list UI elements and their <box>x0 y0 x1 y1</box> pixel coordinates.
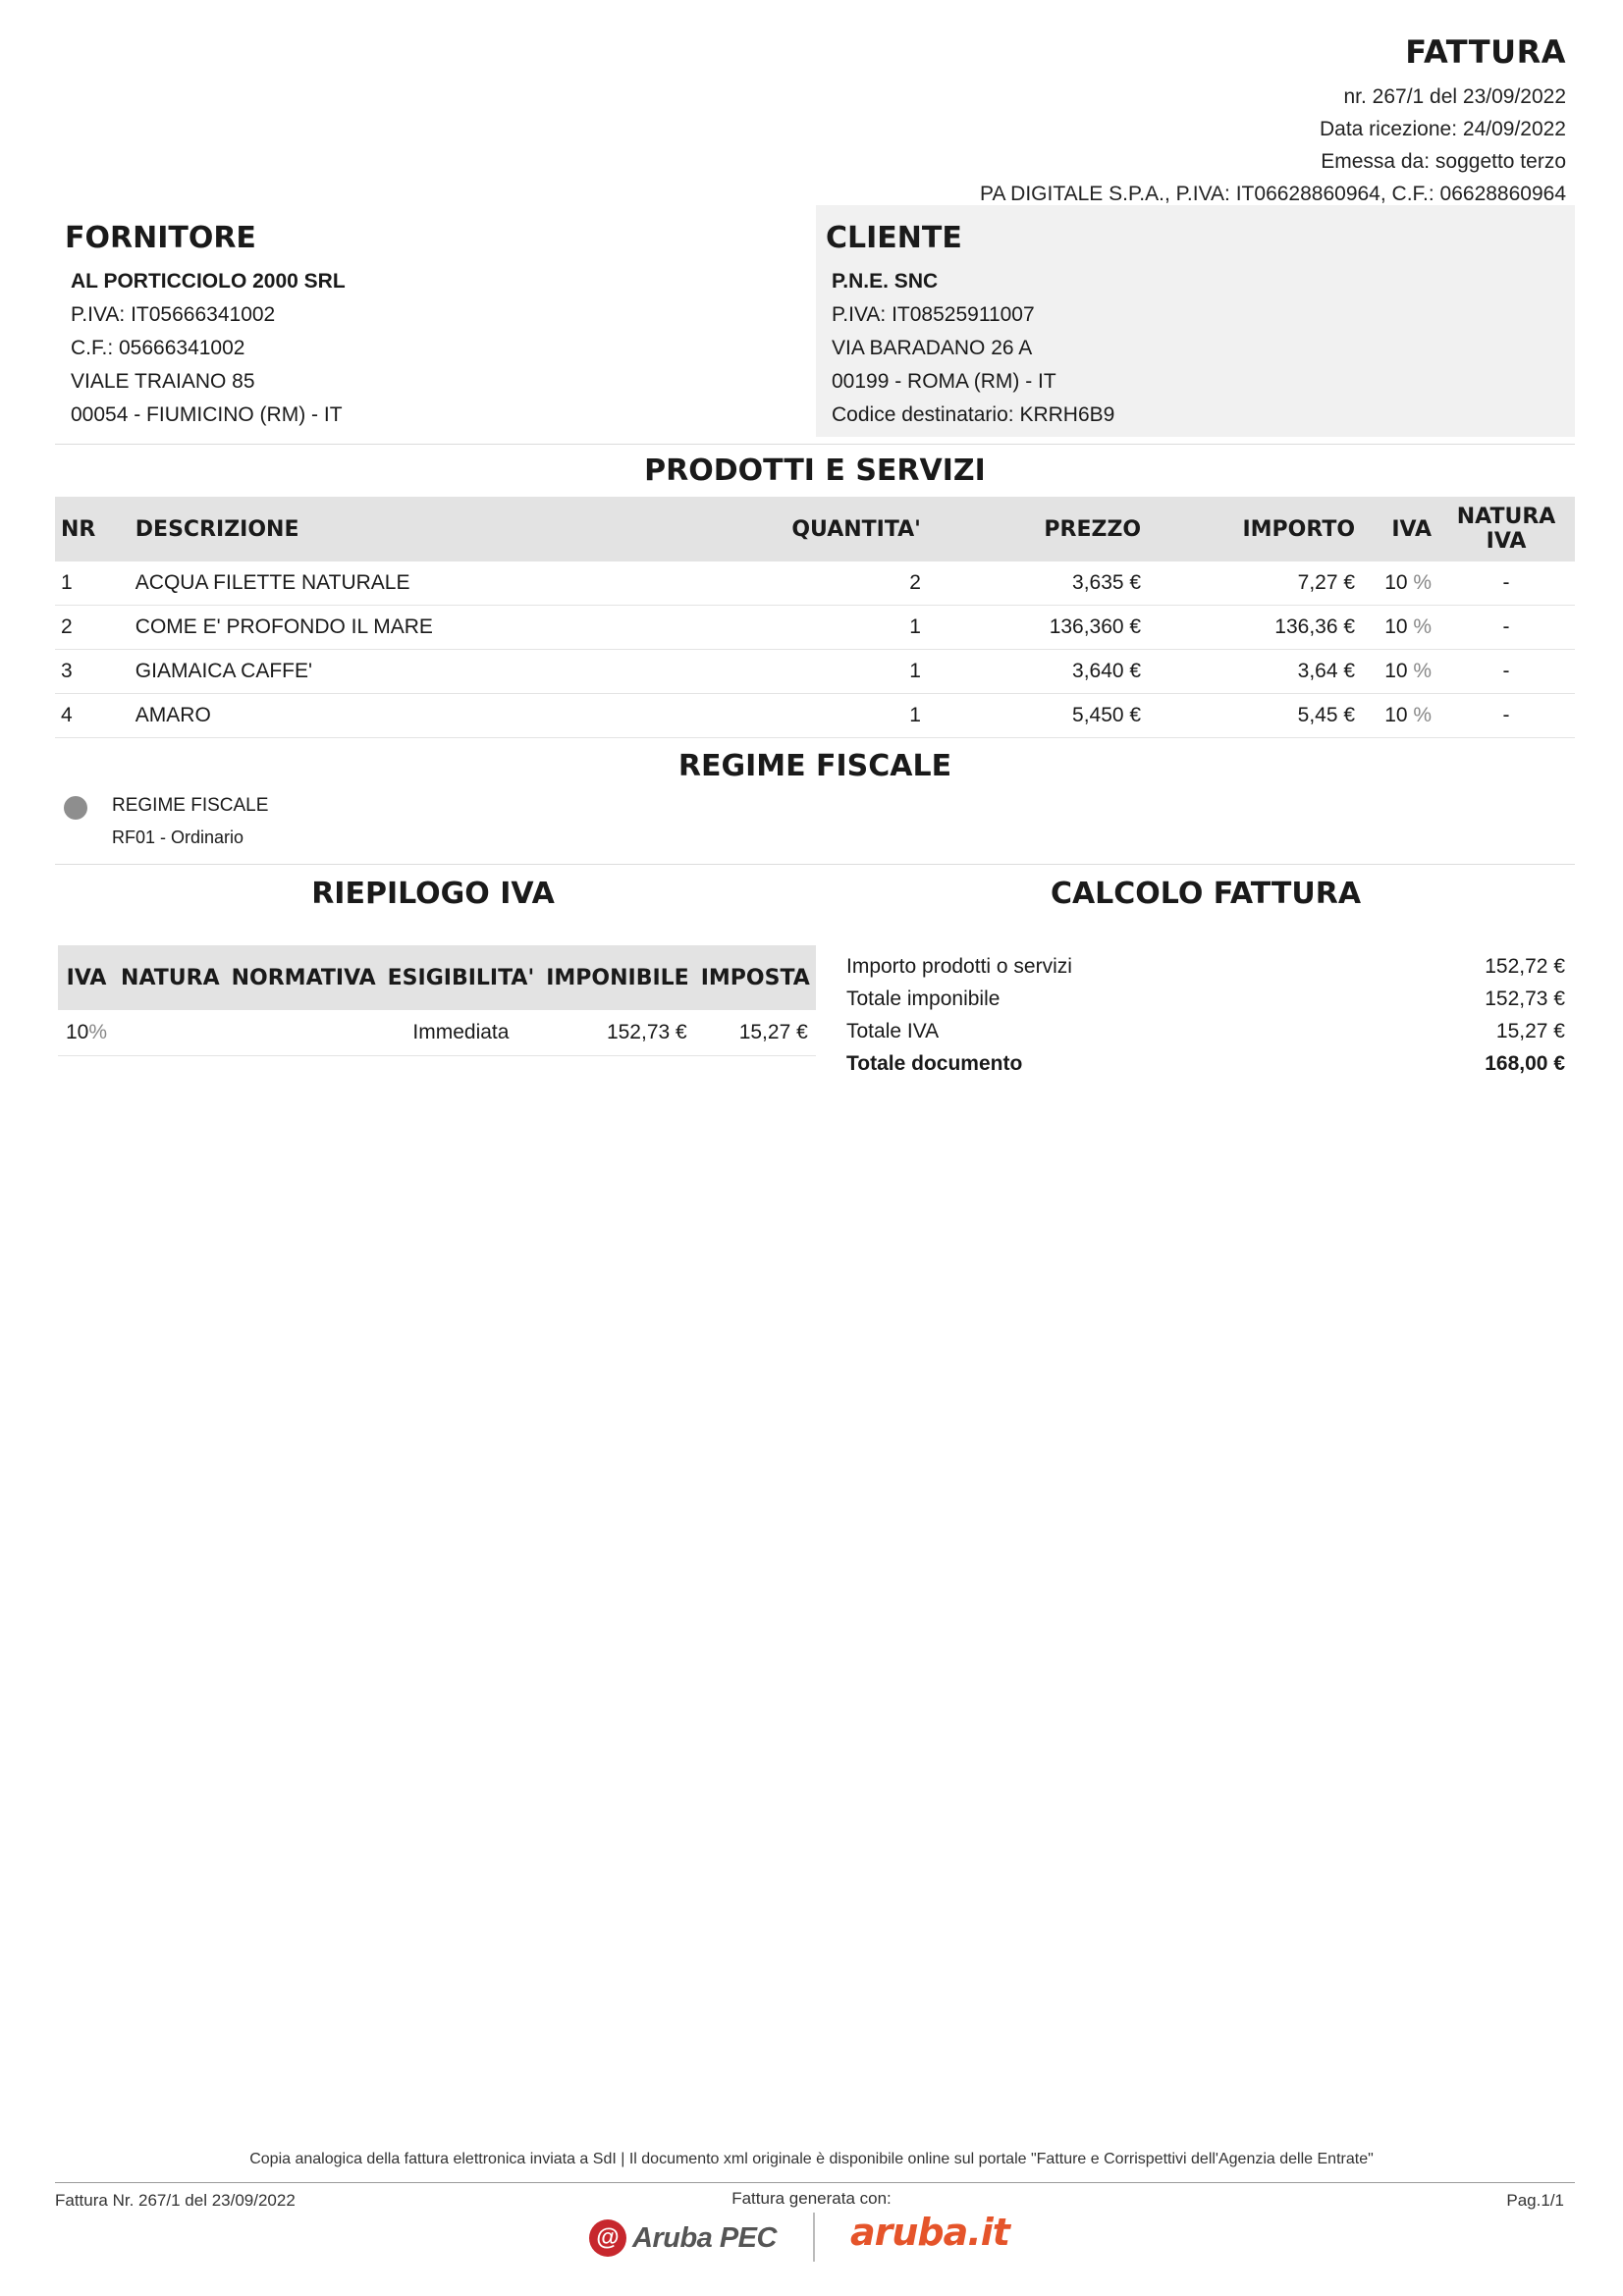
calc-label: Totale IVA <box>846 1020 940 1042</box>
row-quantita: 1 <box>671 650 927 694</box>
customer-box <box>816 205 1575 437</box>
aruba-pec-text: Aruba PEC <box>632 2221 777 2254</box>
footer-generated-with: Fattura generata con: <box>731 2189 892 2208</box>
customer-title: CLIENTE <box>826 221 962 255</box>
calc-value: 15,27 € <box>1495 1020 1565 1042</box>
vat-rate <box>58 1010 115 1056</box>
vat-natura <box>115 1010 226 1056</box>
regime-label: REGIME FISCALE <box>112 795 269 816</box>
row-iva <box>1361 650 1437 694</box>
col-normativa: NORMATIVA <box>226 945 382 1010</box>
row-descrizione: AMARO <box>130 694 671 738</box>
row-nr: 4 <box>55 694 130 738</box>
products-header-row <box>55 497 1575 561</box>
supplier-name: AL PORTICCIOLO 2000 SRL <box>71 270 346 293</box>
row-iva <box>1361 694 1437 738</box>
logo-separator <box>813 2213 815 2262</box>
supplier-piva: P.IVA: IT05666341002 <box>71 303 276 326</box>
table-row <box>55 694 1575 738</box>
iva-value: 10 <box>1384 615 1408 638</box>
iva-value: 10 <box>1384 660 1408 682</box>
row-importo: 5,45 € <box>1147 694 1361 738</box>
col-natura: NATURA <box>115 945 226 1010</box>
percent-sign: % <box>1413 615 1433 638</box>
customer-city: 00199 - ROMA (RM) - IT <box>832 370 1056 393</box>
row-descrizione: ACQUA FILETTE NATURALE <box>130 561 671 606</box>
row-quantita: 1 <box>671 694 927 738</box>
col-prezzo: PREZZO <box>927 497 1147 561</box>
row-descrizione: COME E' PROFONDO IL MARE <box>130 606 671 650</box>
calc-row <box>846 983 1565 1015</box>
footer-page-number: Pag.1/1 <box>1506 2191 1564 2210</box>
aruba-pec-logo <box>589 2216 777 2260</box>
row-importo: 3,64 € <box>1147 650 1361 694</box>
products-table <box>55 497 1575 738</box>
document-header <box>980 33 1566 210</box>
col-importo: IMPORTO <box>1147 497 1361 561</box>
calc-label: Importo prodotti o servizi <box>846 955 1072 978</box>
row-natura: - <box>1437 694 1575 738</box>
products-title: PRODOTTI E SERVIZI <box>644 454 986 488</box>
row-quantita: 2 <box>671 561 927 606</box>
supplier-address: VIALE TRAIANO 85 <box>71 370 255 393</box>
row-prezzo: 3,635 € <box>927 561 1147 606</box>
col-iva: IVA <box>58 945 115 1010</box>
percent-sign: % <box>1413 660 1433 682</box>
customer-name: P.N.E. SNC <box>832 270 939 293</box>
calc-value: 152,72 € <box>1485 955 1565 978</box>
col-quantita: QUANTITA' <box>671 497 927 561</box>
row-nr: 3 <box>55 650 130 694</box>
row-natura: - <box>1437 650 1575 694</box>
calc-row <box>846 950 1565 983</box>
divider <box>55 864 1575 865</box>
vat-header-row <box>58 945 816 1010</box>
row-prezzo: 3,640 € <box>927 650 1147 694</box>
row-prezzo: 136,360 € <box>927 606 1147 650</box>
table-row <box>58 1010 816 1056</box>
vat-imposta: 15,27 € <box>695 1010 816 1056</box>
supplier-title: FORNITORE <box>65 221 256 255</box>
calc-value: 152,73 € <box>1485 988 1565 1010</box>
row-descrizione: GIAMAICA CAFFE' <box>130 650 671 694</box>
invoice-calc <box>846 950 1565 1080</box>
col-iva: IVA <box>1361 497 1437 561</box>
row-prezzo: 5,450 € <box>927 694 1147 738</box>
regime-title: REGIME FISCALE <box>677 749 952 783</box>
table-row <box>55 650 1575 694</box>
supplier-city: 00054 - FIUMICINO (RM) - IT <box>71 403 343 426</box>
aruba-it-logo: aruba.it <box>850 2211 1009 2254</box>
col-imposta: IMPOSTA <box>695 945 816 1010</box>
footer-note: Copia analogica della fattura elettronica inviata a SdI | Il documento xml originale è disponibile online sul portale "Fatture e Corrispettivi dell'Agenzia delle Entrate" <box>249 2151 1374 2167</box>
percent-sign: % <box>1413 571 1433 594</box>
table-row <box>55 606 1575 650</box>
vat-summary-table <box>58 945 816 1056</box>
customer-address: VIA BARADANO 26 A <box>832 337 1033 359</box>
row-iva <box>1361 561 1437 606</box>
supplier-cf: C.F.: 05666341002 <box>71 337 245 359</box>
regime-value: RF01 - Ordinario <box>112 828 244 847</box>
footer-invoice-ref: Fattura Nr. 267/1 del 23/09/2022 <box>55 2191 296 2210</box>
row-iva <box>1361 606 1437 650</box>
row-quantita: 1 <box>671 606 927 650</box>
col-nr: NR <box>55 497 130 561</box>
receipt-date: Data ricezione: 24/09/2022 <box>1319 118 1566 140</box>
row-importo: 7,27 € <box>1147 561 1361 606</box>
calc-label: Totale imponibile <box>846 988 1001 1010</box>
issued-by: Emessa da: soggetto terzo <box>1321 150 1566 173</box>
invoice-number: nr. 267/1 del 23/09/2022 <box>1343 85 1566 108</box>
vat-summary-title: RIEPILOGO IVA <box>311 877 555 911</box>
calc-row <box>846 1015 1565 1047</box>
percent-sign: % <box>88 1021 108 1043</box>
vat-imponibile: 152,73 € <box>540 1010 695 1056</box>
customer-piva: P.IVA: IT08525911007 <box>832 303 1035 326</box>
intermediary: PA DIGITALE S.P.A., P.IVA: IT06628860964, C.F.: 06628860964 <box>980 183 1566 205</box>
customer-recipient-code: Codice destinatario: KRRH6B9 <box>832 403 1115 426</box>
row-natura: - <box>1437 561 1575 606</box>
iva-value: 10 <box>1384 704 1408 726</box>
row-nr: 1 <box>55 561 130 606</box>
bullet-icon <box>64 796 87 820</box>
table-row <box>55 561 1575 606</box>
supplier-box <box>55 205 801 437</box>
col-imponibile: IMPONIBILE <box>540 945 695 1010</box>
vat-esigibilita: Immediata <box>382 1010 541 1056</box>
document-title: FATTURA <box>1405 33 1566 71</box>
vat-normativa <box>226 1010 382 1056</box>
calc-label: Totale documento <box>846 1052 1023 1075</box>
percent-sign: % <box>1413 704 1433 726</box>
row-natura: - <box>1437 606 1575 650</box>
col-natura-iva: NATURA IVA <box>1437 497 1575 561</box>
footer-divider <box>55 2182 1575 2183</box>
pec-seal-icon: @ <box>589 2219 626 2257</box>
col-descrizione: DESCRIZIONE <box>130 497 671 561</box>
row-nr: 2 <box>55 606 130 650</box>
iva-value: 10 <box>1384 571 1408 594</box>
divider <box>55 444 1575 445</box>
calc-total-row <box>846 1047 1565 1080</box>
col-esigibilita: ESIGIBILITA' <box>382 945 541 1010</box>
invoice-calc-title: CALCOLO FATTURA <box>1050 877 1362 911</box>
iva-value: 10 <box>66 1021 89 1043</box>
row-importo: 136,36 € <box>1147 606 1361 650</box>
calc-value: 168,00 € <box>1485 1052 1565 1075</box>
